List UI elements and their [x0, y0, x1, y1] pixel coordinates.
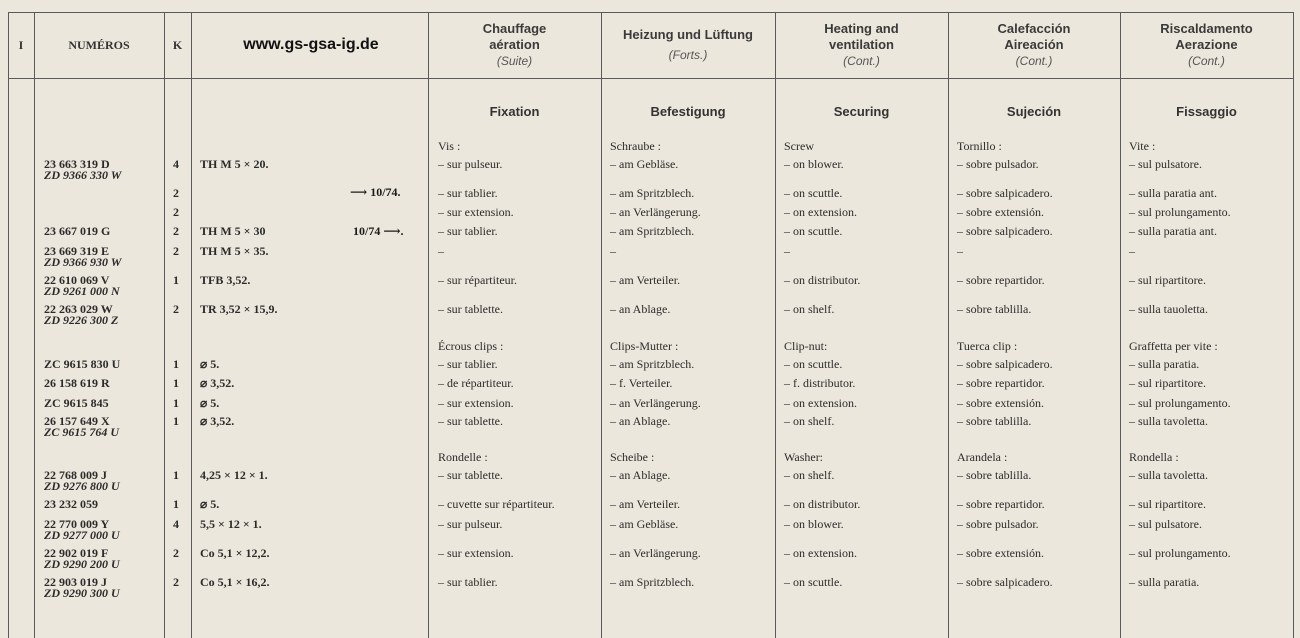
- location-de: – am Gebläse.: [610, 157, 679, 171]
- group-heading: Schraube :: [610, 139, 661, 153]
- language-title: aération: [489, 37, 540, 52]
- website-watermark: www.gs-gsa-ig.de: [243, 36, 379, 53]
- quantity-k: 4: [173, 157, 179, 171]
- location-es: – sobre salpicadero.: [957, 357, 1053, 371]
- part-description: ⌀ 3,52.: [200, 376, 235, 390]
- language-header-english: [775, 12, 948, 78]
- location-es: – sobre repartidor.: [957, 376, 1045, 390]
- location-de: – am Verteiler.: [610, 273, 681, 287]
- group-heading: Tuerca clip :: [957, 339, 1018, 353]
- group-heading: Screw: [784, 139, 814, 153]
- arrow-right-icon: ⟶.: [380, 224, 404, 238]
- location-fr: – sur tablette.: [438, 468, 503, 482]
- column-divider: [191, 12, 192, 638]
- location-fr: – sur tablier.: [438, 224, 498, 238]
- location-it: – sulla paratia.: [1129, 575, 1200, 589]
- quantity-k: 2: [173, 575, 179, 589]
- language-subtitle: (Suite): [496, 54, 533, 68]
- location-it: – sul prolungamento.: [1129, 546, 1231, 560]
- location-it: – sul ripartitore.: [1129, 273, 1206, 287]
- quantity-k: 1: [173, 414, 179, 428]
- column-header-k: K: [172, 37, 183, 52]
- quantity-k: 4: [173, 517, 179, 531]
- location-fr: – cuvette sur répartiteur.: [438, 497, 555, 511]
- part-number: ZC 9615 845: [44, 396, 109, 410]
- part-number: 22 263 029 W: [44, 302, 113, 316]
- location-de: – an Verlängerung.: [610, 396, 701, 410]
- language-title: Aerazione: [1175, 37, 1238, 52]
- part-description: 5,5 × 12 × 1.: [200, 517, 262, 531]
- revision-from-marker: [353, 224, 404, 239]
- location-de: – an Ablage.: [610, 468, 671, 482]
- column-divider: [34, 12, 35, 638]
- part-description: TH M 5 × 20.: [200, 157, 269, 171]
- part-number: 23 232 059: [44, 497, 98, 511]
- part-description: 4,25 × 12 × 1.: [200, 468, 268, 482]
- part-number: 22 770 009 Y: [44, 517, 110, 531]
- group-heading: Écrous clips :: [438, 339, 504, 353]
- column-divider: [164, 12, 165, 638]
- location-en: – on shelf.: [784, 302, 835, 316]
- location-fr: –: [438, 244, 444, 258]
- quantity-k: 1: [173, 396, 179, 410]
- location-de: – an Verlängerung.: [610, 546, 701, 560]
- quantity-k: 2: [173, 186, 179, 200]
- location-de: – an Ablage.: [610, 414, 671, 428]
- part-description: ⌀ 5.: [200, 497, 220, 511]
- location-it: – sul ripartitore.: [1129, 376, 1206, 390]
- location-fr: – de répartiteur.: [438, 376, 514, 390]
- group-heading: Rondella :: [1129, 450, 1179, 464]
- group-heading: Clip-nut:: [784, 339, 828, 353]
- location-es: – sobre salpicadero.: [957, 186, 1053, 200]
- location-es: – sobre extensión.: [957, 205, 1044, 219]
- location-es: –: [957, 244, 963, 258]
- part-description: ⌀ 3,52.: [200, 414, 235, 428]
- part-description: ⌀ 5.: [200, 357, 220, 371]
- location-en: – on shelf.: [784, 414, 835, 428]
- part-number: 26 158 619 R: [44, 376, 110, 390]
- group-heading: Scheibe :: [610, 450, 655, 464]
- location-fr: – sur extension.: [438, 546, 514, 560]
- section-title-french: Fixation: [489, 104, 540, 119]
- column-header-numeros: NUMÉROS: [68, 37, 130, 52]
- part-description: TFB 3,52.: [200, 273, 251, 287]
- language-header-italian: [1120, 12, 1293, 78]
- location-en: – on shelf.: [784, 468, 835, 482]
- group-heading: Clips-Mutter :: [610, 339, 679, 353]
- quantity-k: 1: [173, 376, 179, 390]
- quantity-k: 1: [173, 497, 179, 511]
- location-fr: – sur pulseur.: [438, 157, 503, 171]
- language-title: Calefacción: [997, 21, 1071, 36]
- location-it: –: [1129, 244, 1135, 258]
- revision-until-marker: [350, 185, 401, 200]
- revision-from-date: 10/74: [353, 224, 381, 238]
- location-de: – an Verlängerung.: [610, 205, 701, 219]
- language-title: Aireación: [1004, 37, 1064, 52]
- group-heading: Washer:: [784, 450, 824, 464]
- location-es: – sobre extensión.: [957, 546, 1044, 560]
- location-de: – am Gebläse.: [610, 517, 679, 531]
- location-en: – on distributor.: [784, 273, 861, 287]
- part-number-alt: ZD 9277 000 U: [44, 528, 120, 542]
- part-number-alt: ZD 9290 300 U: [44, 586, 120, 600]
- group-heading: Tornillo :: [957, 139, 1002, 153]
- column-header-i: I: [18, 37, 24, 52]
- location-fr: – sur tablette.: [438, 414, 503, 428]
- language-subtitle: (Cont.): [1015, 54, 1053, 68]
- location-en: – on blower.: [784, 517, 844, 531]
- part-number-alt: ZD 9226 300 Z: [44, 313, 119, 327]
- location-en: – on scuttle.: [784, 357, 843, 371]
- location-en: – on blower.: [784, 157, 844, 171]
- part-description: Co 5,1 × 16,2.: [200, 575, 270, 589]
- location-de: – am Spritzblech.: [610, 186, 695, 200]
- location-it: – sul pulsatore.: [1129, 157, 1202, 171]
- language-title: Riscaldamento: [1160, 21, 1253, 36]
- revision-until-date: 10/74.: [370, 185, 401, 199]
- part-number: 22 902 019 F: [44, 546, 109, 560]
- language-subtitle: (Forts.): [668, 48, 708, 62]
- quantity-k: 1: [173, 357, 179, 371]
- part-number: 23 667 019 G: [44, 224, 111, 238]
- location-fr: – sur extension.: [438, 396, 514, 410]
- part-number: 23 669 319 E: [44, 244, 110, 258]
- location-it: – sulla paratia ant.: [1129, 224, 1217, 238]
- column-divider: [8, 12, 9, 638]
- location-it: – sul ripartitore.: [1129, 497, 1206, 511]
- part-number: ZC 9615 830 U: [44, 357, 121, 371]
- location-es: – sobre tablilla.: [957, 468, 1032, 482]
- quantity-k: 2: [173, 546, 179, 560]
- part-number-alt: ZD 9290 200 U: [44, 557, 120, 571]
- part-number-alt: ZC 9615 764 U: [44, 425, 119, 439]
- location-en: – on scuttle.: [784, 224, 843, 238]
- language-subtitle: (Cont.): [1188, 54, 1225, 68]
- part-number: 22 768 009 J: [44, 468, 107, 482]
- location-en: –: [784, 244, 790, 258]
- location-es: – sobre salpicadero.: [957, 224, 1053, 238]
- language-title: Heizung und Lüftung: [623, 27, 753, 42]
- language-title: ventilation: [828, 37, 894, 52]
- location-en: – on extension.: [784, 396, 857, 410]
- location-it: – sul pulsatore.: [1129, 517, 1202, 531]
- header-bottom-border: [8, 78, 1294, 79]
- location-es: – sobre extensión.: [957, 396, 1044, 410]
- language-header-german: [601, 12, 775, 78]
- part-number-alt: ZD 9366 930 W: [44, 255, 122, 269]
- section-title-english: Securing: [833, 104, 890, 119]
- quantity-k: 1: [173, 468, 179, 482]
- language-header-spanish: [948, 12, 1120, 78]
- quantity-k: 2: [173, 224, 179, 238]
- group-heading: Rondelle :: [438, 450, 488, 464]
- location-de: – an Ablage.: [610, 302, 671, 316]
- part-number: 22 903 019 J: [44, 575, 107, 589]
- location-es: – sobre tablilla.: [957, 414, 1032, 428]
- part-description: ⌀ 5.: [200, 396, 220, 410]
- part-description: TH M 5 × 35.: [200, 244, 269, 258]
- part-number-alt: ZD 9261 000 N: [44, 284, 120, 298]
- location-it: – sulla paratia ant.: [1129, 186, 1217, 200]
- location-it: – sul prolungamento.: [1129, 396, 1231, 410]
- location-es: – sobre pulsador.: [957, 157, 1039, 171]
- arrow-right-icon: ⟶: [350, 185, 371, 199]
- location-fr: – sur extension.: [438, 205, 514, 219]
- language-header-french: [428, 12, 601, 78]
- quantity-k: 2: [173, 205, 179, 219]
- location-it: – sulla tavoletta.: [1129, 414, 1208, 428]
- section-title-italian: Fissaggio: [1176, 104, 1237, 119]
- part-description: TH M 5 × 30: [200, 224, 266, 238]
- group-heading: Arandela :: [957, 450, 1008, 464]
- location-en: – on scuttle.: [784, 575, 843, 589]
- part-description: Co 5,1 × 12,2.: [200, 546, 270, 560]
- part-number-alt: ZD 9276 800 U: [44, 479, 120, 493]
- location-it: – sulla tauoletta.: [1129, 302, 1208, 316]
- location-en: – on scuttle.: [784, 186, 843, 200]
- quantity-k: 2: [173, 302, 179, 316]
- group-heading: Vite :: [1129, 139, 1156, 153]
- section-title-spanish: Sujeción: [1006, 104, 1062, 119]
- quantity-k: 2: [173, 244, 179, 258]
- location-de: – am Spritzblech.: [610, 357, 695, 371]
- language-subtitle: (Cont.): [843, 54, 880, 68]
- location-fr: – sur répartiteur.: [438, 273, 517, 287]
- location-en: – on extension.: [784, 546, 857, 560]
- location-fr: – sur tablier.: [438, 186, 498, 200]
- location-de: – am Verteiler.: [610, 497, 681, 511]
- location-fr: – sur tablier.: [438, 357, 498, 371]
- location-de: – am Spritzblech.: [610, 575, 695, 589]
- location-es: – sobre tablilla.: [957, 302, 1032, 316]
- location-fr: – sur pulseur.: [438, 517, 503, 531]
- location-en: – on distributor.: [784, 497, 861, 511]
- location-es: – sobre pulsador.: [957, 517, 1039, 531]
- location-it: – sulla tavoletta.: [1129, 468, 1208, 482]
- part-number: 23 663 319 D: [44, 157, 110, 171]
- language-title: Chauffage: [482, 21, 547, 36]
- location-en: – on extension.: [784, 205, 857, 219]
- location-fr: – sur tablier.: [438, 575, 498, 589]
- quantity-k: 1: [173, 273, 179, 287]
- group-heading: Vis :: [438, 139, 461, 153]
- location-es: – sobre salpicadero.: [957, 575, 1053, 589]
- part-description: TR 3,52 × 15,9.: [200, 302, 278, 316]
- location-es: – sobre repartidor.: [957, 273, 1045, 287]
- location-fr: – sur tablette.: [438, 302, 503, 316]
- part-number: 22 610 069 V: [44, 273, 110, 287]
- group-heading: Graffetta per vite :: [1129, 339, 1218, 353]
- part-number: 26 157 649 X: [44, 414, 110, 428]
- section-title-german: Befestigung: [650, 104, 726, 119]
- part-number-alt: ZD 9366 330 W: [44, 168, 122, 182]
- language-title: Heating and: [824, 21, 899, 36]
- location-es: – sobre repartidor.: [957, 497, 1045, 511]
- location-it: – sulla paratia.: [1129, 357, 1200, 371]
- column-divider: [1293, 12, 1294, 638]
- location-it: – sul prolungamento.: [1129, 205, 1231, 219]
- location-de: – am Spritzblech.: [610, 224, 695, 238]
- location-de: – f. Verteiler.: [610, 376, 673, 390]
- location-en: – f. distributor.: [784, 376, 856, 390]
- location-de: –: [610, 244, 616, 258]
